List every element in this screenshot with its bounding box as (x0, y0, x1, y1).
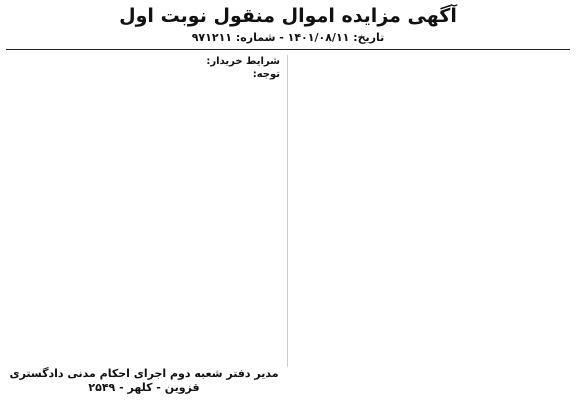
notice-headline: آگهی مزایده اموال منقول نوبت اول (119, 5, 457, 27)
buyer-conditions-heading: شرایط خریدار: (206, 56, 280, 67)
header-rule (6, 49, 570, 50)
notes-heading: توجه: (252, 69, 280, 80)
left-column (8, 55, 280, 367)
notice-date-line: تاریخ: ۱۴۰۱/۰۸/۱۱ - شماره: ۹۷۱۲۱۱ (191, 31, 385, 44)
column-divider (287, 55, 288, 367)
right-column (296, 55, 568, 367)
notice-signature: مدیر دفتر شعبه دوم اجرای احکام مدنی دادگستری قزوین - کلهر - ۲۵۴۹ (9, 367, 279, 394)
headline-wrap (0, 4, 576, 28)
